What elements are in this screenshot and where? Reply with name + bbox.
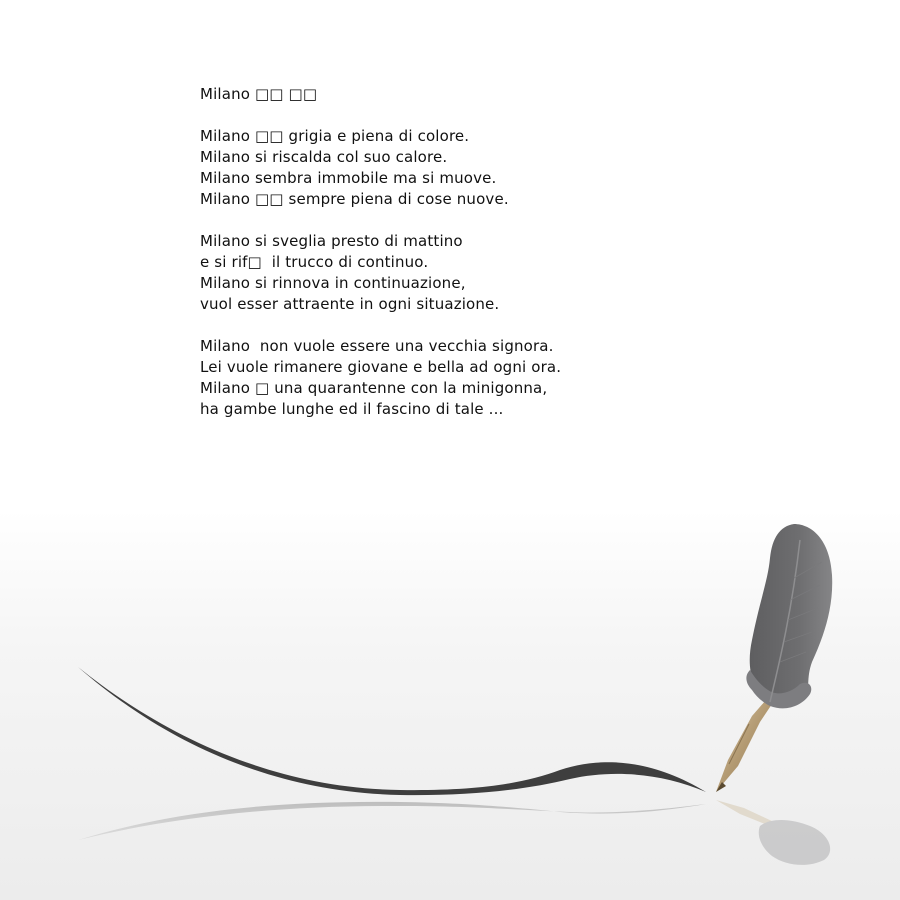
- poem-line: Milano □ una quarantenne con la minigonna,: [200, 379, 548, 397]
- stanza-1: [200, 126, 561, 210]
- poem-line: ha gambe lunghe ed il fascino di tale ...: [200, 400, 504, 418]
- poem-line: Lei vuole rimanere giovane e bella ad ogni ora.: [200, 358, 562, 376]
- quill-reflection: [716, 800, 830, 865]
- poem-line: Milano si sveglia presto di mattino: [200, 232, 463, 250]
- quill-pen-icon: [716, 524, 832, 792]
- stanza-spacer: [200, 105, 561, 126]
- poem-line: vuol esser attraente in ogni situazione.: [200, 295, 500, 313]
- poem-line: Milano si riscalda col suo calore.: [200, 148, 448, 166]
- poem-title: Milano □□ □□: [200, 85, 318, 103]
- ink-stroke-reflection: [78, 802, 706, 840]
- stanza-3: [200, 336, 561, 420]
- poem-line: Milano □□ grigia e piena di colore.: [200, 127, 470, 145]
- poem-line: Milano sembra immobile ma si muove.: [200, 169, 497, 187]
- stanza-2: [200, 231, 561, 315]
- poem-line: Milano □□ sempre piena di cose nuove.: [200, 190, 509, 208]
- stanza-spacer: [200, 315, 561, 336]
- poem-line: Milano si rinnova in continuazione,: [200, 274, 466, 292]
- poem-line: e si rif□ il trucco di continuo.: [200, 253, 429, 271]
- poem-text: [200, 84, 561, 420]
- stanza-spacer: [200, 210, 561, 231]
- poem-line: Milano non vuole essere una vecchia signora.: [200, 337, 554, 355]
- ink-stroke: [78, 667, 706, 795]
